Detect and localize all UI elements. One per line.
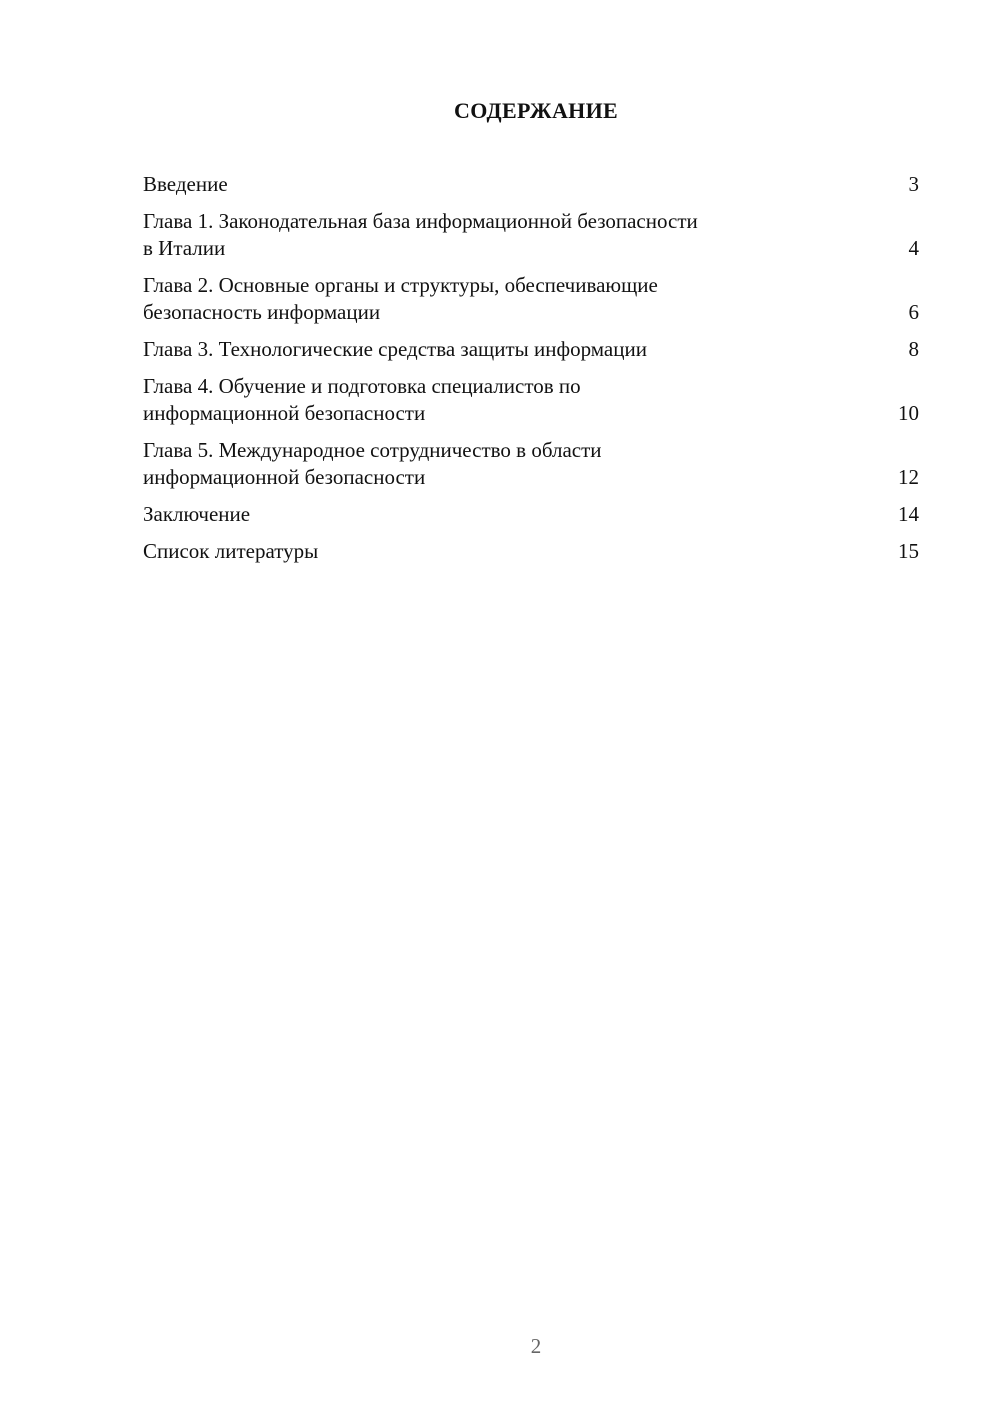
toc-entry-chapter-3 [143, 336, 919, 363]
toc-page-number: 10 [898, 401, 919, 425]
toc-line: Глава 1. Законодательная база информационной безопасности [143, 209, 698, 233]
toc-line: Список литературы [143, 539, 319, 563]
toc-entry-chapter-4 [143, 373, 919, 427]
toc-line: в Италии [143, 236, 226, 260]
toc-page-number: 4 [908, 236, 919, 260]
toc-entry-text [143, 437, 602, 491]
toc-line: информационной безопасности [143, 401, 426, 425]
toc-page-number: 14 [898, 502, 919, 526]
toc-line: информационной безопасности [143, 465, 426, 489]
toc-line: Глава 5. Международное сотрудничество в области [143, 438, 602, 462]
toc-entry-chapter-1 [143, 208, 919, 262]
toc-line: Глава 4. Обучение и подготовка специалистов по [143, 374, 581, 398]
table-of-contents [143, 171, 919, 575]
toc-entry-text [143, 208, 698, 262]
toc-page-number: 3 [908, 172, 919, 196]
toc-line: Заключение [143, 502, 251, 526]
toc-page-number: 15 [898, 539, 919, 563]
toc-entry-text [143, 171, 228, 198]
toc-entry-text [143, 538, 318, 565]
toc-entry-chapter-5 [143, 437, 919, 491]
toc-line: безопасность информации [143, 300, 381, 324]
toc-entry-text [143, 272, 658, 326]
page-number-footer: 2 [530, 1334, 542, 1358]
toc-entry-text [143, 336, 647, 363]
page-title: СОДЕРЖАНИЕ [454, 98, 618, 123]
toc-entry-references [143, 538, 919, 565]
toc-entry-introduction [143, 171, 919, 198]
toc-line: Введение [143, 172, 228, 196]
toc-entry-text [143, 501, 250, 528]
toc-line: Глава 3. Технологические средства защиты информации [143, 337, 647, 361]
toc-line: Глава 2. Основные органы и структуры, обеспечивающие [143, 273, 658, 297]
toc-page-number: 6 [908, 300, 919, 324]
toc-entry-chapter-2 [143, 272, 919, 326]
toc-entry-conclusion [143, 501, 919, 528]
toc-entry-text [143, 373, 581, 427]
toc-page-number: 8 [908, 337, 919, 361]
toc-page-number: 12 [898, 465, 919, 489]
